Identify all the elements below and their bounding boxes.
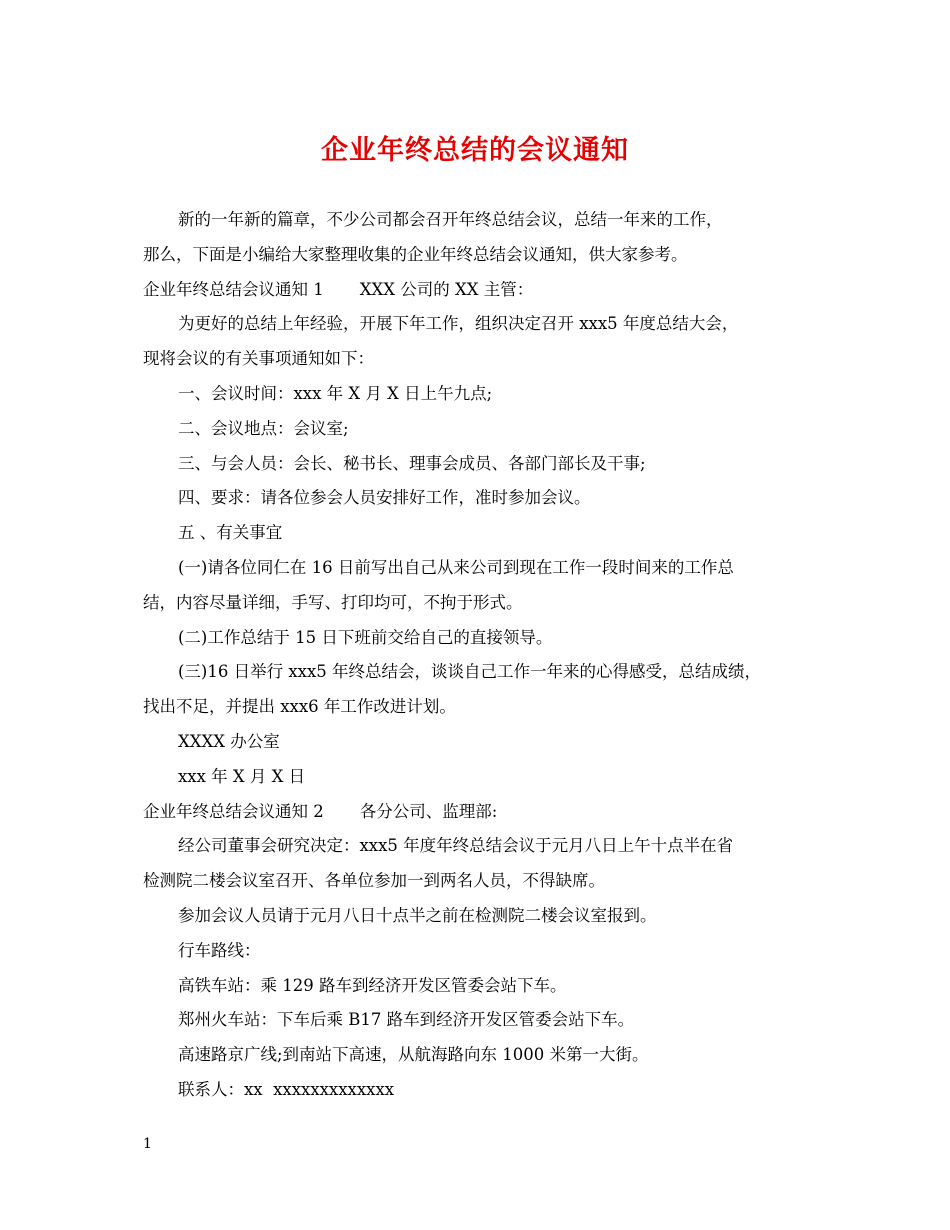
notice1-date: xxx 年 X 月 X 日 xyxy=(178,766,306,786)
intro-line-2: 那么，下面是小编给大家整理收集的企业年终总结会议通知，供大家参考。 xyxy=(143,244,688,264)
notice1-sub3-line1: (三)16 日举行 xxx5 年终总结会，谈谈自己工作一年来的心得感受，总结成绩， xyxy=(178,662,762,682)
notice1-heading: 企业年终总结会议通知 1 xyxy=(143,279,324,299)
notice1-sub1-line2: 结，内容尽量详细，手写、打印均可，不拘于形式。 xyxy=(143,592,523,612)
notice2-route-1: 高铁车站：乘 129 路车到经济开发区管委会站下车。 xyxy=(178,975,567,995)
notice2-addressee: 各分公司、监理部: xyxy=(359,801,498,821)
notice1-signature: XXXX 办公室 xyxy=(178,731,280,751)
notice1-item-3: 三、与会人员：会长、秘书长、理事会成员、各部门部长及干事; xyxy=(178,453,646,473)
notice1-sub2: (二)工作总结于 15 日下班前交给自己的直接领导。 xyxy=(178,627,553,647)
notice1-item-1: 一、会议时间：xxx 年 X 月 X 日上午九点; xyxy=(178,383,493,403)
notice2-route-2: 郑州火车站：下车后乘 B17 路车到经济开发区管委会站下车。 xyxy=(178,1010,635,1030)
notice1-item-4: 四、要求：请各位参会人员安排好工作，准时参加会议。 xyxy=(178,488,591,508)
notice2-para1-line2: 检测院二楼会议室召开、各单位参加一到两名人员，不得缺席。 xyxy=(143,871,605,891)
notice2-route-label: 行车路线： xyxy=(178,940,261,960)
notice2-route-3: 高速路京广线;到南站下高速，从航海路向东 1000 米第一大街。 xyxy=(178,1045,649,1065)
notice1-item-2: 二、会议地点：会议室; xyxy=(178,418,349,438)
notice1-heading-line xyxy=(143,273,813,308)
notice2-heading-line xyxy=(143,795,813,830)
document-title: 企业年终总结的会议通知 xyxy=(321,135,629,166)
document-body xyxy=(143,203,813,1108)
notice1-sub3-line2: 找出不足，并提出 xxx6 年工作改进计划。 xyxy=(143,697,456,717)
notice1-sub1-line1: (一)请各位同仁在 16 日前写出自己从来公司到现在工作一段时间来的工作总 xyxy=(178,557,734,577)
intro-line-1: 新的一年新的篇章，不少公司都会召开年终总结会议，总结一年来的工作， xyxy=(178,210,723,229)
notice2-contact: 联系人：xx xxxxxxxxxxxxx xyxy=(178,1079,395,1099)
notice2-heading: 企业年终总结会议通知 2 xyxy=(143,801,324,821)
notice1-para1-line2: 现将会议的有关事项通知如下： xyxy=(143,349,374,369)
notice1-addressee: XXX 公司的 XX 主管： xyxy=(359,279,534,299)
page-number: 1 xyxy=(143,1136,152,1152)
notice1-para1-line1: 为更好的总结上年经验，开展下年工作，组织决定召开 xxx5 年度总结大会， xyxy=(178,314,739,334)
notice1-item-5: 五 、有关事宜 xyxy=(178,523,283,543)
notice2-para2: 参加会议人员请于元月八日十点半之前在检测院二楼会议室报到。 xyxy=(178,905,657,925)
notice2-para1-line1: 经公司董事会研究决定：xxx5 年度年终总结会议于元月八日上午十点半在省 xyxy=(178,836,734,856)
